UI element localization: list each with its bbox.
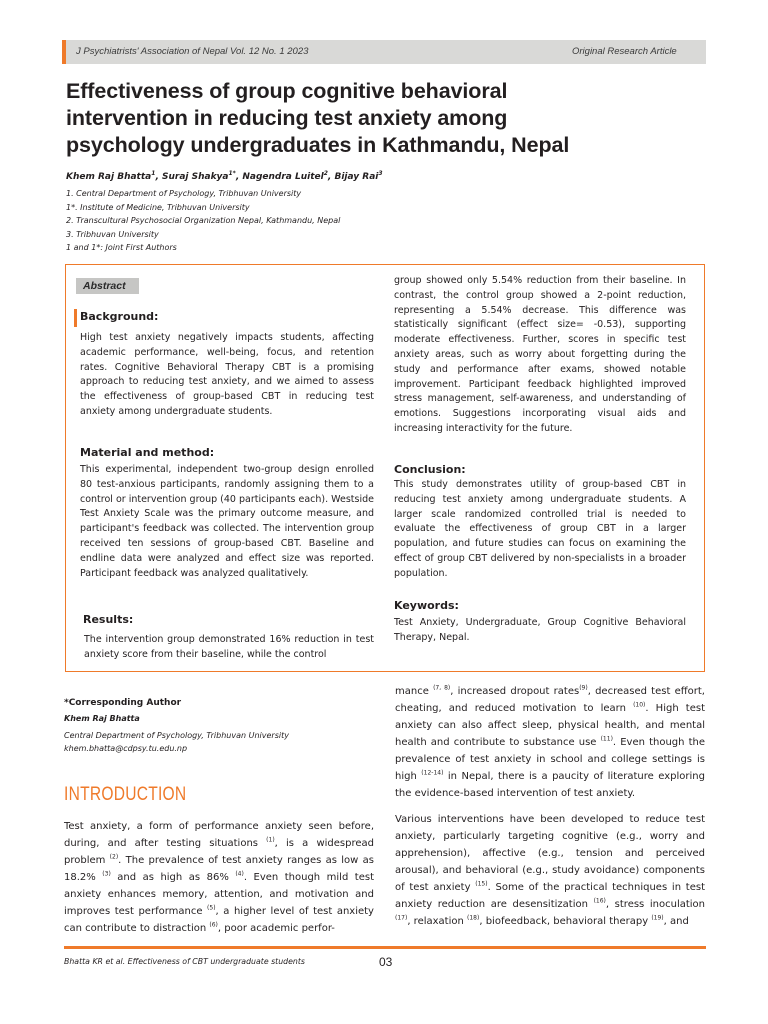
affiliation-list: [66, 187, 340, 255]
affiliation-item: 1 and 1*: Joint First Authors: [66, 243, 177, 252]
citation-ref: (18): [467, 914, 480, 922]
citation-ref: (16): [593, 897, 606, 905]
text-run: , a higher level of test anxiety can contribute to distraction: [64, 906, 374, 934]
footer-citation: Bhatta KR et al. Effectiveness of CBT undergraduate students: [64, 957, 305, 966]
author-name: Khem Raj Bhatta: [66, 172, 152, 182]
text-run: , and: [663, 916, 689, 927]
background-heading: Background:: [80, 310, 159, 323]
methods-text: This experimental, independent two-group design enrolled 80 test-anxious participants, randomly assigning them to a control or intervention group (40 participants each). Westside Test Anxiety Scale was the primary outcome measure, and participant's feedback was collected. The intervention group received ten sessions of group-based CBT. Baseline and endline data were analyzed and effect size was reported. Participant feedback was analyzed qualitatively.: [80, 464, 374, 579]
affiliation-item: 1. Central Department of Psychology, Tribhuvan University: [66, 189, 302, 198]
background-text: High test anxiety negatively impacts students, affecting academic performance, well-being, focus, and retention rates. Cognitive Behavioral Therapy CBT is a promising approach to reducing test anxiety, and we aimed to assess the effectiveness of group-based CBT in reducing test anxiety among undergraduate students.: [80, 332, 374, 417]
text-run: , stress inoculation: [605, 899, 706, 910]
text-run: , poor academic perfor-: [217, 923, 335, 934]
article-type: Original Research Article: [572, 46, 677, 57]
text-run: . High test anxiety can also affect sleep, physical health, and mental health and contribute to substance use: [395, 703, 705, 748]
text-run: , increased dropout rates: [450, 686, 580, 697]
text-run: , relaxation: [407, 916, 468, 927]
citation-ref: (5): [207, 904, 216, 912]
author-name: , Nagendra Luitel: [235, 172, 324, 182]
text-run: , decreased test effort, cheating, and reduced motivation to learn: [395, 686, 705, 714]
text-run: mance: [395, 686, 434, 697]
citation-ref: (11): [600, 735, 613, 743]
journal-citation: J Psychiatrists' Association of Nepal Vol. 12 No. 1 2023: [76, 46, 309, 57]
citation-ref: (7, 8): [433, 684, 451, 692]
citation-ref: (10): [633, 701, 646, 709]
author-sup: 3: [378, 170, 383, 177]
intro-paragraph-right-2: [395, 811, 705, 930]
author-list: [66, 172, 383, 182]
corresponding-author-dept: Central Department of Psychology, Tribhuvan University: [64, 731, 289, 740]
intro-paragraph-right-1: [395, 683, 705, 802]
abstract-label: Abstract: [76, 278, 139, 294]
author-name: , Bijay Rai: [327, 172, 379, 182]
introduction-heading: INTRODUCTION: [64, 784, 187, 805]
keywords-text: Test Anxiety, Undergraduate, Group Cognitive Behavioral Therapy, Nepal.: [394, 617, 686, 643]
author-sup: 1*: [228, 170, 236, 177]
keywords-heading: Keywords:: [394, 599, 459, 612]
page-number: 03: [379, 955, 393, 969]
text-run: Test anxiety, a form of performance anxiety seen before, during, and after testing situations: [64, 821, 374, 849]
text-run: , biofeedback, behavioral therapy: [479, 916, 652, 927]
text-run: . Even though mild test anxiety enhances memory, attention, and motivation and improves test performance: [64, 872, 374, 917]
results-heading: Results:: [83, 613, 134, 626]
corresponding-author-details: [64, 730, 289, 755]
citation-ref: (19): [651, 914, 664, 922]
corresponding-author-heading: *Corresponding Author: [64, 698, 182, 708]
text-run: and as high as 86%: [110, 872, 236, 883]
title-line-3: psychology undergraduates in Kathmandu, Nepal: [66, 133, 570, 157]
author-sup: 1: [151, 170, 156, 177]
citation-ref: (4): [235, 870, 244, 878]
results-text-right: group showed only 5.54% reduction from their baseline. In contrast, the control group showed a 2-point reduction, representing a 5.54% decrease. This difference was statistically significant (effect size= -0.53), supporting moderate effectiveness. Further, scores in specific test anxiety areas, such as worry about forgetting during the study and performance after exams, showed notable improvement. Participant feedback highlighted improved stress management, self-awareness, and understanding of emotions. Suggestions incorporating visual aids and increasing interactivity for the future.: [394, 275, 686, 434]
citation-ref: (9): [579, 684, 588, 692]
citation-ref: (3): [102, 870, 111, 878]
text-run: , is a widespread problem: [64, 838, 374, 866]
affiliation-item: 1*. Institute of Medicine, Tribhuvan University: [66, 202, 250, 212]
conclusion-heading: Conclusion:: [394, 463, 466, 476]
corresponding-author-name: Khem Raj Bhatta: [64, 714, 140, 723]
author-sup: 2: [323, 170, 328, 177]
corresponding-author-email[interactable]: khem.bhatta@cdpsy.tu.edu.np: [64, 743, 188, 753]
text-run: . Some of the practical techniques in test anxiety reduction are desensitization: [395, 882, 705, 910]
affiliation-item: 2. Transcultural Psychosocial Organization Nepal, Kathmandu, Nepal: [66, 216, 341, 225]
affiliation-item: 3. Tribhuvan University: [66, 229, 159, 239]
text-run: . Even though the prevalence of test anxiety in school and college settings is high: [395, 737, 705, 782]
conclusion-text: This study demonstrates utility of group-based CBT in reducing test anxiety among undergraduate students. A larger scale randomized controlled trial is needed to evaluate the effectiveness of group CBT in a larger population, and future studies can focus on examining the effect of group CBT delivered by non-specialists in a broader population.: [394, 479, 686, 579]
intro-paragraph-left: [64, 818, 374, 937]
citation-ref: (2): [109, 853, 119, 861]
citation-ref: (12-14): [421, 769, 444, 777]
text-run: in Nepal, there is a paucity of literature exploring the evidence-based intervention of test anxiety.: [395, 771, 705, 799]
title-line-2: intervention in reducing test anxiety among: [66, 106, 508, 130]
methods-heading: Material and method:: [80, 446, 215, 459]
author-name: , Suraj Shakya: [155, 172, 229, 182]
text-run: . The prevalence of test anxiety ranges as low as 18.2%: [64, 855, 374, 883]
citation-ref: (6): [209, 921, 218, 929]
citation-ref: (15): [475, 880, 488, 888]
results-text-left: The intervention group demonstrated 16% reduction in test anxiety score from their baseline, while the control: [84, 634, 374, 660]
text-run: Various interventions have been developed to reduce test anxiety, particularly targeting cognitive (e.g., worry and apprehension), affective (e.g., tension and perceived arousal), and behavioral (e.g., study avoidance) components of test anxiety: [395, 814, 705, 893]
title-line-1: Effectiveness of group cognitive behavioral: [66, 79, 508, 103]
footer-rule: [64, 946, 706, 949]
citation-ref: (17): [395, 914, 408, 922]
section-marker: [74, 309, 77, 327]
article-title: [66, 78, 706, 159]
citation-ref: (1): [266, 836, 275, 844]
